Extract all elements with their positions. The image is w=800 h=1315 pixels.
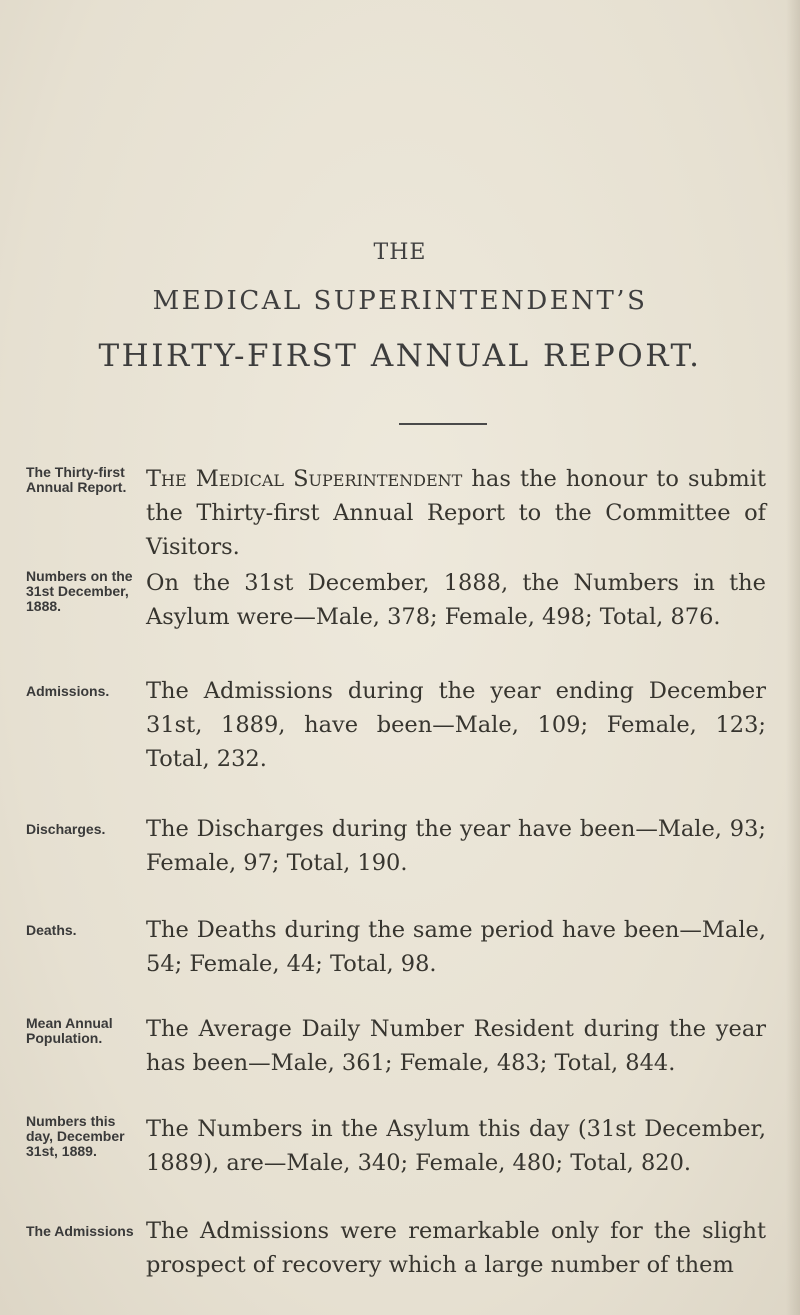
heading-the: THE bbox=[373, 240, 427, 265]
heading-rule bbox=[399, 423, 487, 425]
margin-note-numbers-1889: Numbers this day, December 31st, 1889. bbox=[26, 1113, 125, 1159]
margin-note-numbers-1888: Numbers on the 31st December, 1888. bbox=[26, 568, 133, 614]
margin-note-admissions-remark: The Admissions bbox=[26, 1223, 134, 1239]
page-edge-shadow bbox=[786, 0, 800, 1315]
heading-thirty-first-annual-report: THIRTY-FIRST ANNUAL REPORT. bbox=[98, 338, 702, 374]
paragraph-numbers-1889: The Numbers in the Asylum this day (31st December, 1889), are—Male, 340; Female, 480; Total, 820. bbox=[146, 1116, 766, 1176]
paragraph-admissions-remark: The Admissions were remarkable only for the slight prospect of recovery which a large number of them bbox=[146, 1218, 766, 1278]
margin-note-admissions: Admissions. bbox=[26, 683, 110, 699]
paragraph-annual-report bbox=[146, 462, 766, 564]
margin-note-mean-population: Mean Annual Population. bbox=[26, 1015, 113, 1046]
paragraph-mean-population: The Average Daily Number Resident during the year has been—Male, 361; Female, 483; Total, 844. bbox=[146, 1016, 766, 1076]
margin-note-annual-report: The Thirty-first Annual Report. bbox=[26, 464, 127, 495]
paragraph-discharges: The Discharges during the year have been—Male, 93; Female, 97; Total, 190. bbox=[146, 816, 766, 876]
paragraph-numbers-1888: On the 31st December, 1888, the Numbers in the Asylum were—Male, 378; Female, 498; Total, 876. bbox=[146, 570, 766, 630]
margin-note-discharges: Discharges. bbox=[26, 821, 106, 837]
paragraph-deaths: The Deaths during the same period have been—Male, 54; Female, 44; Total, 98. bbox=[146, 917, 766, 977]
margin-note-deaths: Deaths. bbox=[26, 922, 77, 938]
heading-medical-superintendents: MEDICAL SUPERINTENDENT’S bbox=[152, 286, 648, 316]
paragraph-annual-report-text: has the honour to submit the Thirty-first Annual Report to the Committee of Visitors. bbox=[146, 466, 766, 560]
paragraph-admissions: The Admissions during the year ending December 31st, 1889, have been—Male, 109; Female, 123; Total, 232. bbox=[146, 678, 766, 772]
lead-medical-superintendent: The Medical Superintendent bbox=[146, 466, 463, 492]
